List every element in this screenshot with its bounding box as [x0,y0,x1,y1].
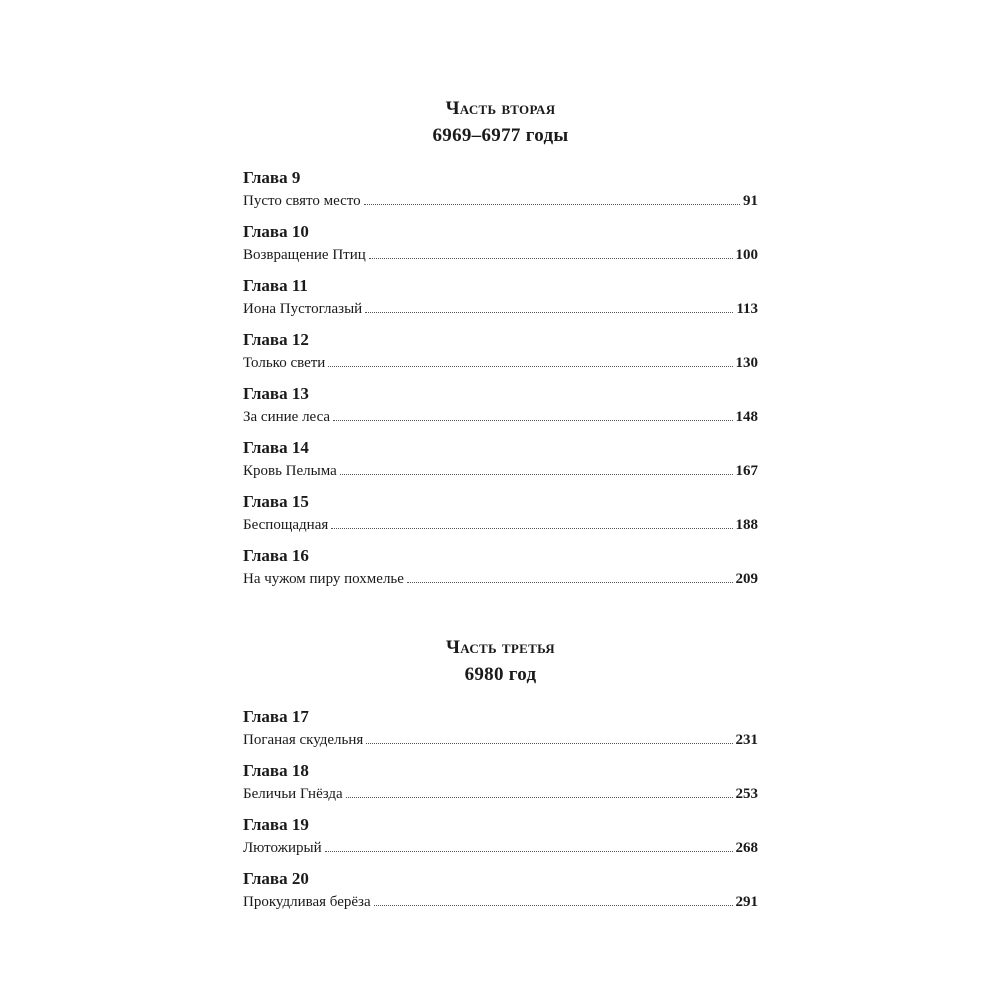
dot-leader [365,311,733,313]
page-number: 268 [735,840,758,856]
toc-entry [243,815,758,869]
toc-entry [243,168,758,222]
chapter-list [243,707,758,923]
chapter-title: Пусто свято место [243,193,361,209]
toc-line [243,190,758,212]
toc-line [243,244,758,266]
part-years: 6969–6977 годы [432,125,569,146]
page-number: 167 [735,463,758,479]
dot-leader [340,473,733,475]
page-number: 291 [735,894,758,910]
dot-leader [364,203,740,205]
chapter-label: Глава 15 [243,492,309,511]
chapter-label: Глава 13 [243,384,309,403]
chapter-label: Глава 11 [243,276,308,295]
dot-leader [407,581,733,583]
chapter-label: Глава 12 [243,330,309,349]
part-section [243,95,758,600]
toc-entry [243,330,758,384]
page-number: 231 [735,732,758,748]
toc-line [243,783,758,805]
dot-leader [374,904,733,906]
part-section [243,634,758,923]
chapter-label: Глава 10 [243,222,309,241]
chapter-title: Беличьи Гнёзда [243,786,343,802]
chapter-label: Глава 20 [243,869,309,888]
toc-line [243,514,758,536]
page-number: 253 [735,786,758,802]
page-number: 113 [736,301,758,317]
toc-entry [243,869,758,923]
toc-line [243,729,758,751]
chapter-label: Глава 16 [243,546,309,565]
chapter-label: Глава 18 [243,761,309,780]
part-years: 6980 год [464,664,537,685]
page-number: 91 [743,193,758,209]
dot-leader [331,527,732,529]
dot-leader [346,796,733,798]
page-number: 209 [735,571,758,587]
toc-entry [243,384,758,438]
chapter-title: За синие леса [243,409,331,425]
toc-entry [243,276,758,330]
page-number: 130 [735,355,758,371]
toc-line [243,837,758,859]
toc-entry [243,707,758,761]
toc-line [243,460,758,482]
chapter-title: Только свети [243,355,326,371]
chapter-label: Глава 17 [243,707,309,726]
toc-entry [243,222,758,276]
chapter-title: Иона Пустоглазый [243,301,363,317]
chapter-title: Лютожирый [243,840,322,856]
chapter-label: Глава 19 [243,815,309,834]
toc-entry [243,438,758,492]
page-number: 148 [735,409,758,425]
toc-entry [243,761,758,815]
chapter-title: Поганая скудельня [243,732,364,748]
dot-leader [328,365,732,367]
dot-leader [369,257,733,259]
chapter-title: Прокудливая берёза [243,894,371,910]
part-title: Часть третья [446,637,555,658]
chapter-title: Возвращение Птиц [243,247,366,263]
chapter-title: На чужом пиру похмелье [243,571,404,587]
chapter-list [243,168,758,600]
part-heading [243,95,758,149]
part-title: Часть вторая [445,98,556,119]
chapter-title: Беспощадная [243,517,329,533]
dot-leader [366,742,732,744]
toc-line [243,298,758,320]
dot-leader [325,850,733,852]
chapter-label: Глава 14 [243,438,309,457]
toc-entry [243,492,758,546]
toc-line [243,406,758,428]
toc-line [243,568,758,590]
toc-line [243,891,758,913]
toc-entry [243,546,758,600]
page-number: 100 [735,247,758,263]
page-number: 188 [735,517,758,533]
chapter-label: Глава 9 [243,168,301,187]
toc-line [243,352,758,374]
part-heading [243,634,758,688]
chapter-title: Кровь Пелыма [243,463,337,479]
dot-leader [333,419,732,421]
